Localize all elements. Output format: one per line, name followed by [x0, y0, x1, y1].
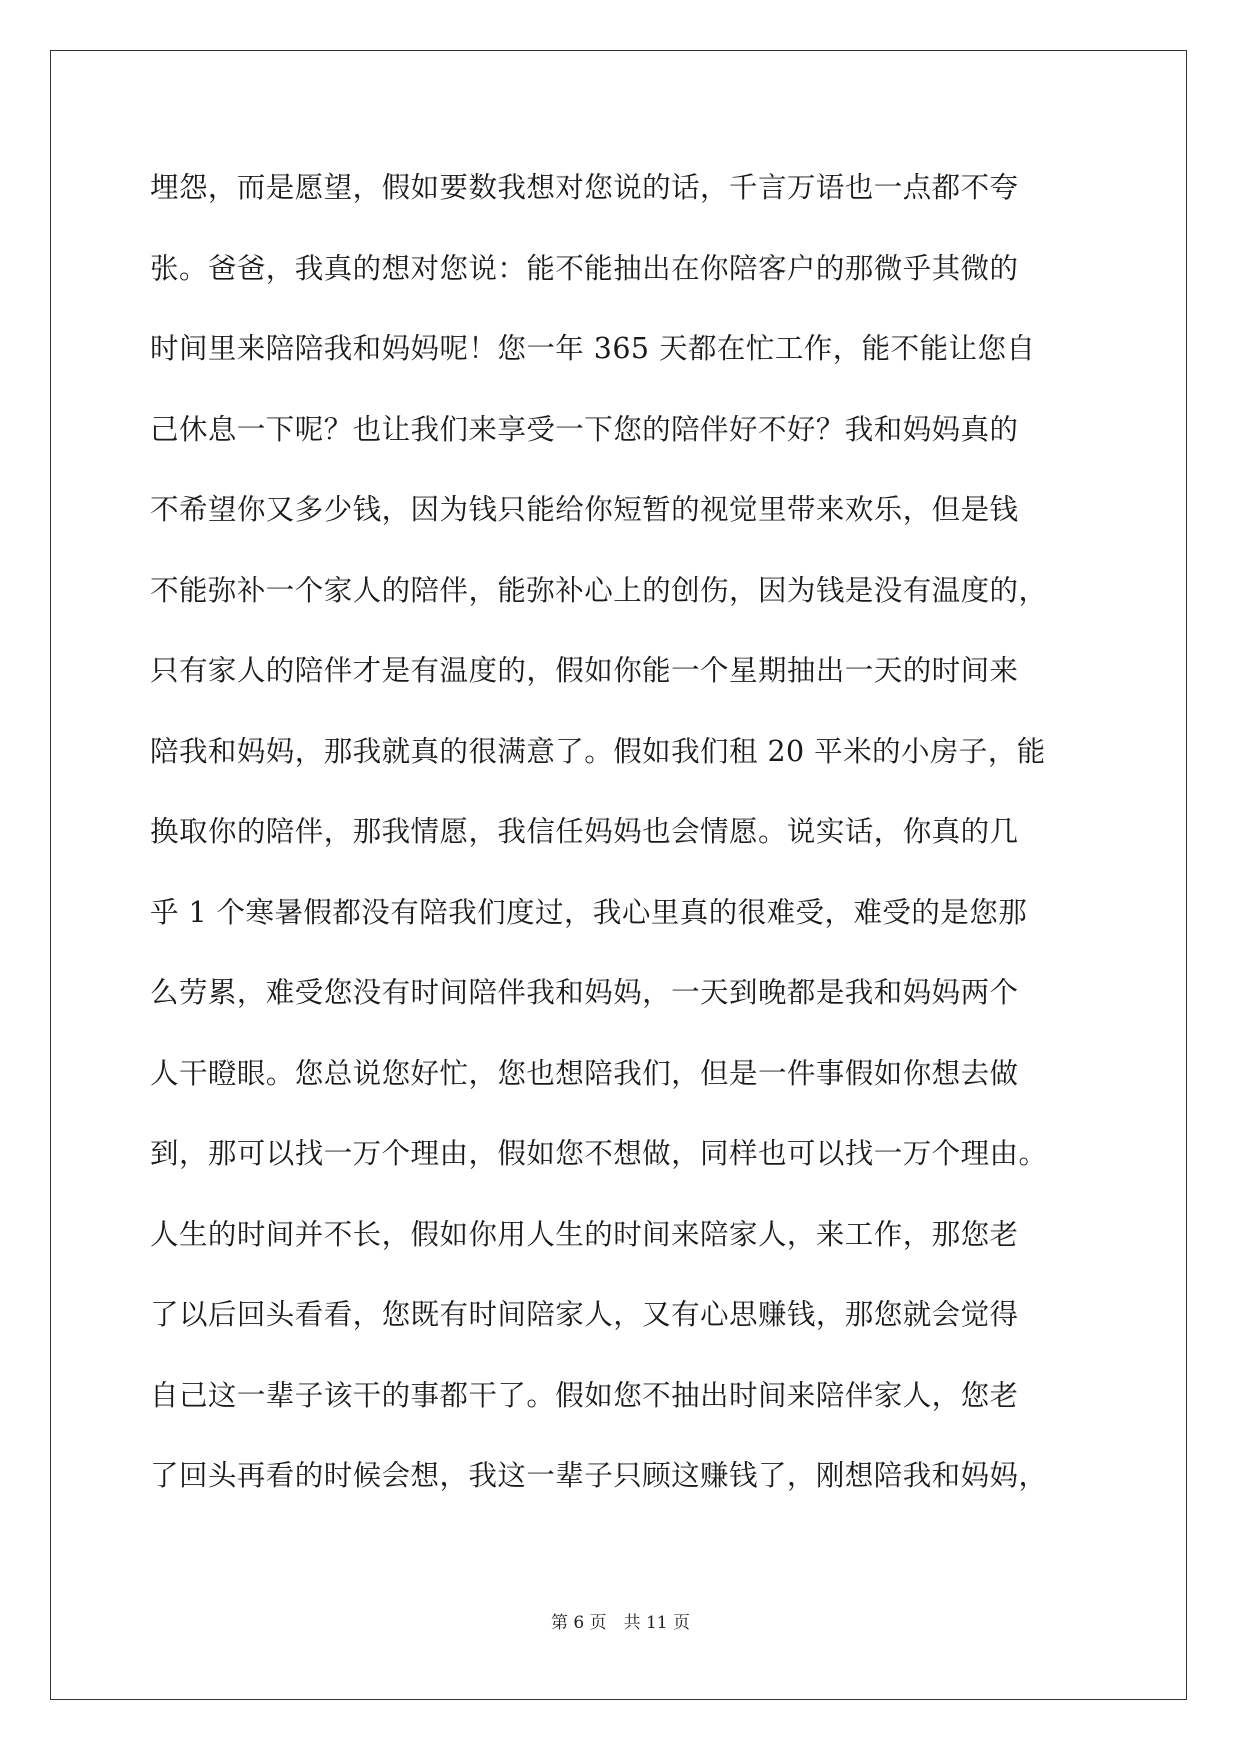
page-number-footer: 第 6 页 共 11 页	[550, 1613, 691, 1633]
text-line: 陪我和妈妈，那我就真的很满意了。假如我们租 20 平米的小房子，能	[150, 734, 1046, 768]
text-line: 张。爸爸，我真的想对您说：能不能抽出在你陪客户的那微乎其微的	[150, 251, 1019, 285]
text-line: 了回头再看的时候会想，我这一辈子只顾这赚钱了，刚想陪我和妈妈，	[150, 1459, 1048, 1492]
text-line: 不能弥补一个家人的陪伴，能弥补心上的创伤，因为钱是没有温度的，	[150, 573, 1048, 607]
text-line: 埋怨，而是愿望，假如要数我想对您说的话，千言万语也一点都不夸	[150, 171, 1019, 204]
text-line: 么劳累，难受您没有时间陪伴我和妈妈，一天到晚都是我和妈妈两个	[150, 976, 1019, 1009]
text-line: 人干瞪眼。您总说您好忙，您也想陪我们，但是一件事假如你想去做	[150, 1056, 1019, 1090]
text-line: 了以后回头看看，您既有时间陪家人，又有心思赚钱，那您就会觉得	[150, 1298, 1019, 1331]
text-line: 己休息一下呢？也让我们来享受一下您的陪伴好不好？我和妈妈真的	[150, 412, 1019, 446]
body-text	[150, 148, 1110, 1517]
text-line: 时间里来陪陪我和妈妈呢！您一年 365 天都在忙工作，能不能让您自	[150, 332, 1036, 365]
text-line: 自己这一辈子该干的事都干了。假如您不抽出时间来陪伴家人，您老	[150, 1378, 1019, 1412]
text-line: 乎 1 个寒暑假都没有陪我们度过，我心里真的很难受，难受的是您那	[150, 895, 1028, 929]
text-line: 到，那可以找一万个理由，假如您不想做，同样也可以找一万个理由。	[150, 1137, 1048, 1170]
text-line: 人生的时间并不长，假如你用人生的时间来陪家人，来工作，那您老	[150, 1217, 1019, 1251]
text-line: 不希望你又多少钱，因为钱只能给你短暂的视觉里带来欢乐，但是钱	[150, 493, 1019, 526]
text-line: 只有家人的陪伴才是有温度的，假如你能一个星期抽出一天的时间来	[150, 654, 1019, 687]
text-line: 换取你的陪伴，那我情愿，我信任妈妈也会情愿。说实话，你真的几	[150, 815, 1019, 848]
